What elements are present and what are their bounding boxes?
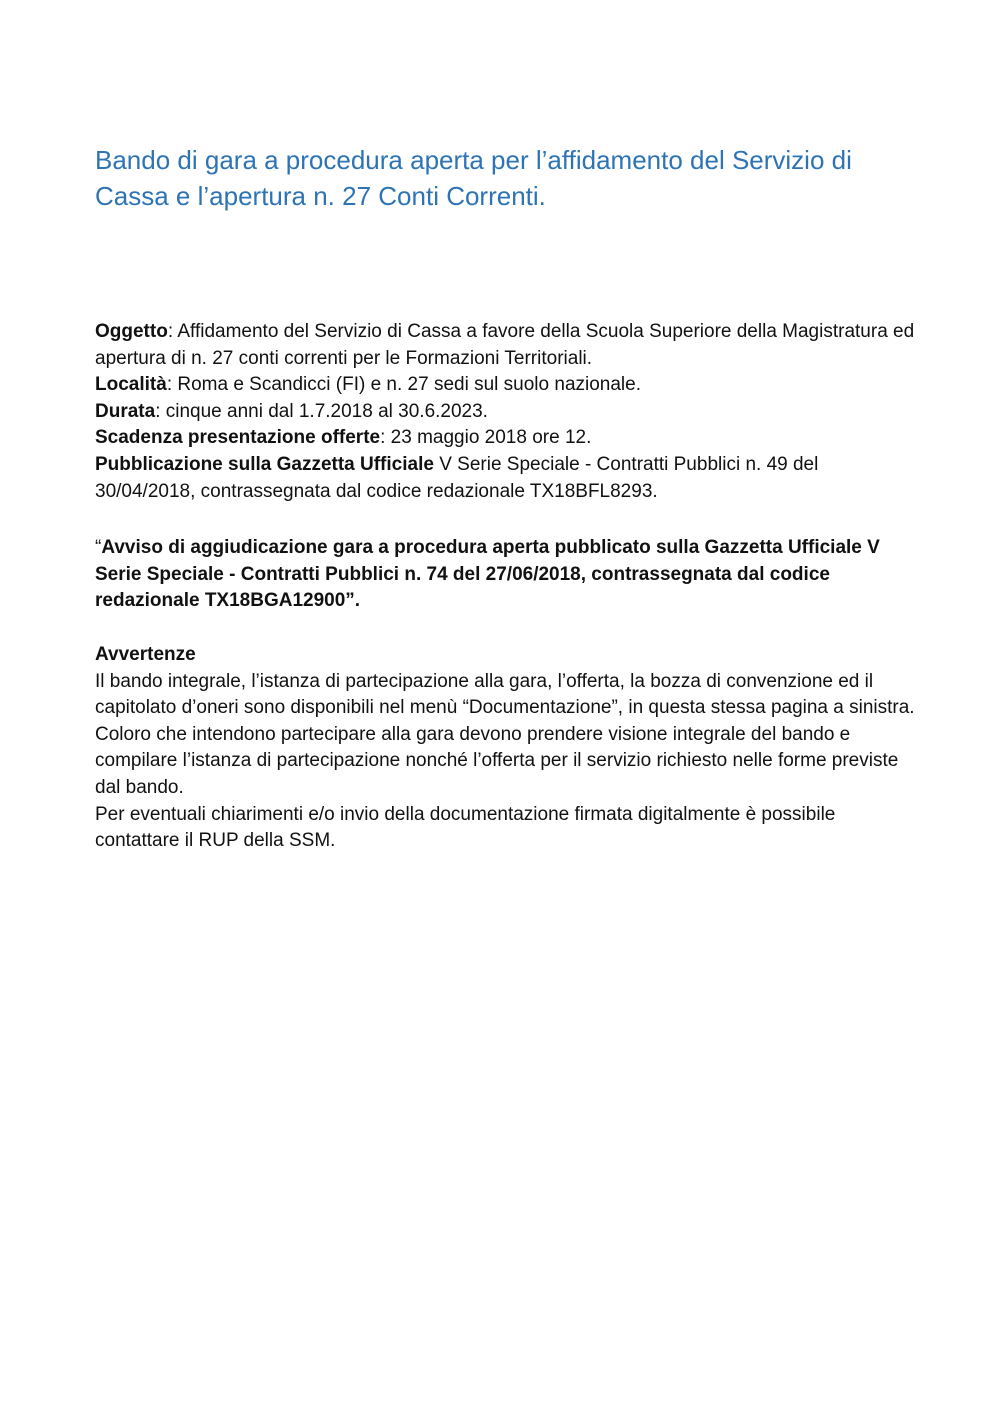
award-notice (95, 535, 915, 615)
localita-line (95, 372, 915, 399)
durata-line (95, 399, 915, 426)
oggetto-label: Oggetto (95, 321, 168, 342)
award-notice-text: Avviso di aggiudicazione gara a procedura aperta pubblicato sulla Gazzetta Ufficiale V Serie Speciale - Contratti Pubblici n. 74 del 27/06/2018, contrassegnata dal codice redazionale TX18BGA12900”. (95, 537, 880, 612)
durata-label: Durata (95, 400, 156, 422)
award-notice-quote: “ (95, 537, 102, 558)
pubblicazione-label: Pubblicazione sulla Gazzetta Ufficiale (95, 453, 434, 475)
document-title: Bando di gara a procedura aperta per l’affidamento del Servizio di Cassa e l’apertura n. 27 Conti Correnti. (95, 145, 852, 211)
localita-label: Località (95, 374, 167, 396)
scadenza-label: Scadenza presentazione offerte (95, 427, 381, 449)
warnings-paragraph-2: Coloro che intendono partecipare alla gara devono prendere visione integrale del bando e compilare l’istanza di partecipazione nonché l’offerta per il servizio richiesto nelle forme previste dal bando. (95, 723, 899, 798)
oggetto-value: : Affidamento del Servizio di Cassa a favore della Scuola Superiore della Magistratura ed apertura di n. 27 conti correnti per le Formazioni Territoriali. (95, 321, 915, 369)
pubblicazione-value: V Serie Speciale - Contratti Pubblici n. 49 del 30/04/2018, contrassegnata dal codice redazionale TX18BFL8293. (95, 453, 819, 502)
warnings-paragraph-3: Per eventuali chiarimenti e/o invio della documentazione firmata digitalmente è possibile contattare il RUP della SSM. (95, 803, 836, 852)
durata-value: : cinque anni dal 1.7.2018 al 30.6.2023. (155, 400, 488, 422)
tender-info (95, 319, 915, 505)
scadenza-value: : 23 maggio 2018 ore 12. (380, 427, 592, 449)
oggetto-line (95, 319, 915, 372)
warnings-heading: Avvertenze (95, 644, 196, 665)
localita-value: : Roma e Scandicci (FI) e n. 27 sedi sul suolo nazionale. (166, 374, 641, 396)
scadenza-line (95, 425, 915, 452)
pubblicazione-line (95, 452, 915, 505)
warnings-section (95, 642, 915, 855)
warnings-paragraph-1: Il bando integrale, l’istanza di partecipazione alla gara, l’offerta, la bozza di convenzione ed il capitolato d’oneri sono disponibili nel menù “Documentazione”, in questa stessa pagina a sinistra. (95, 670, 915, 719)
